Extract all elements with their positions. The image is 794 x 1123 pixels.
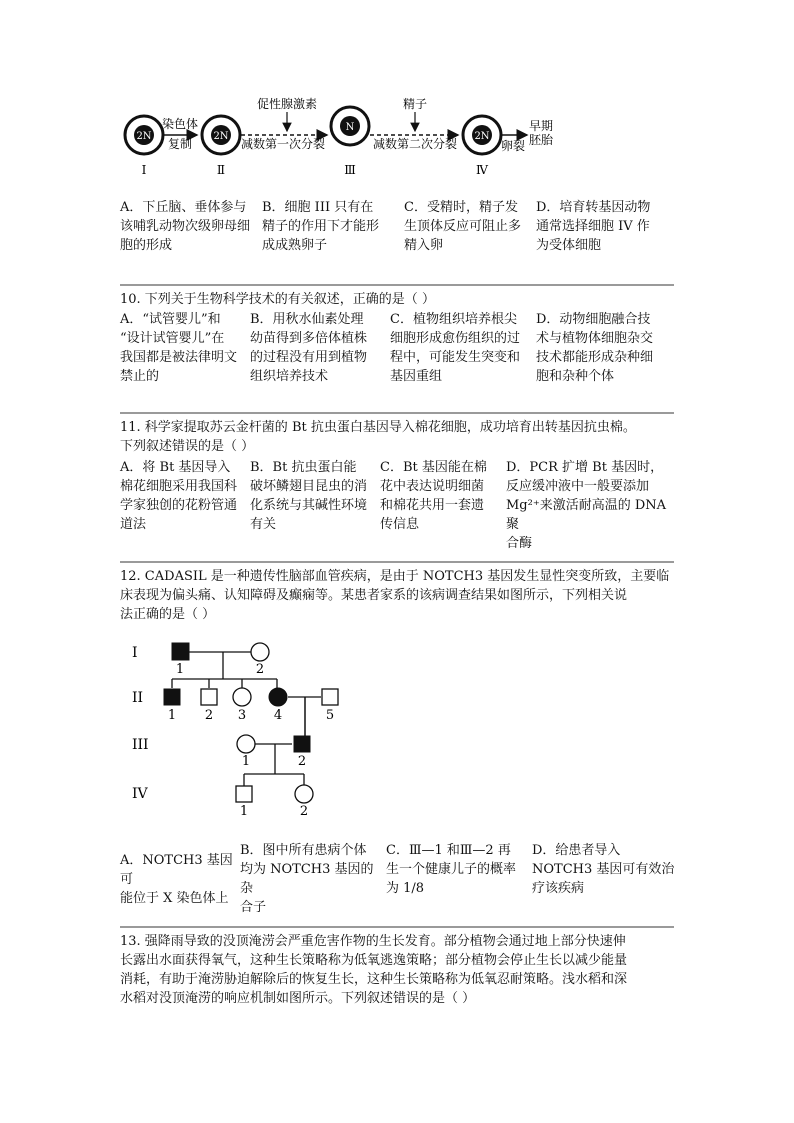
- ii3-female: [233, 688, 251, 706]
- pedigree-chart: [120, 635, 380, 815]
- svg-text:1: 1: [167, 708, 177, 723]
- iii1-female: [237, 735, 255, 753]
- q11-option-b[interactable]: B．Bt 抗虫蛋白能 破坏鳞翅目昆虫的消 化系统与其碱性环境 有关: [250, 460, 368, 532]
- divider: [120, 412, 674, 414]
- cell-4-roman: Ⅳ: [476, 163, 488, 177]
- svg-text:5: 5: [325, 708, 335, 723]
- cell-3: [331, 107, 369, 177]
- cell-2-label: 2N: [213, 131, 229, 142]
- q9-option-b[interactable]: B．细胞 III 只有在 精子的作用下才能形 成成熟卵子: [262, 200, 380, 253]
- end-label-2: 胚胎: [529, 133, 554, 147]
- q11-stem: 11. 科学家提取苏云金杆菌的 Bt 抗虫蛋白基因导入棉花细胞，成功培育出转基因抗虫棉。 下列叙述错误的是（ ）: [120, 420, 636, 454]
- svg-text:2: 2: [297, 754, 307, 769]
- arrow1-top-label: 染色体: [161, 117, 199, 131]
- q10-option-c[interactable]: C．植物组织培养根尖 细胞形成愈伤组织的过 程中，可能发生突变和 基因重组: [390, 312, 521, 384]
- arrow3-bottom-label: 减数第二次分裂: [372, 137, 458, 151]
- cell-2: [202, 116, 240, 177]
- q9-option-a[interactable]: A．下丘脑、垂体参与 该哺乳动物次级卵母细 胞的形成: [120, 200, 251, 253]
- divider: [120, 926, 674, 928]
- q12-stem: 12. CADASIL 是一种遗传性脑部血管疾病，是由于 NOTCH3 基因发生显性突变所致，主要临 床表现为偏头痛、认知障碍及癫痫等。某患者家系的该病调查结果如图所示，下列相关说 法正确的是（ ）: [120, 569, 670, 622]
- ii4-affected-female: [269, 688, 287, 706]
- divider: [120, 561, 674, 563]
- iii2-affected-male: [294, 736, 310, 752]
- ii1-affected-male: [164, 689, 180, 705]
- arrow4-bottom-label: 卵裂: [500, 139, 526, 153]
- cell-3-roman: Ⅲ: [344, 163, 356, 177]
- arrow2-bottom-label: 减数第一次分裂: [240, 137, 326, 151]
- divider: [120, 284, 674, 286]
- svg-text:1: 1: [239, 804, 249, 815]
- cell-2-roman: Ⅱ: [216, 163, 226, 177]
- ii5-male: [322, 689, 338, 705]
- svg-text:1: 1: [175, 662, 185, 677]
- q13-stem: 13. 强降雨导致的没顶淹涝会严重危害作物的生长发育。部分植物会通过地上部分快速伸 长露出水面获得氧气，这种生长策略称为低氧逃逸策略；部分植物会停止生长以减少能量 消耗，有助于淹涝胁迫解除后的恢复生长，这种生长策略称为低氧忍耐策略。浅水稻和深 水稻对没顶淹涝的响应机制如图所示。下列叙述错误的是（ ）: [120, 934, 628, 1006]
- arrow1-bottom-label: 复制: [167, 137, 193, 151]
- svg-text:3: 3: [237, 708, 247, 723]
- q10-option-d[interactable]: D．动物细胞融合技 术与植物体细胞杂交 技术都能形成杂种细 胞和杂种个体: [536, 312, 654, 384]
- cell-4: [463, 116, 501, 177]
- i2-female: [251, 643, 269, 661]
- q12-option-d[interactable]: D．给患者导入 NOTCH3 基因可有效治 疗该疾病: [532, 843, 675, 896]
- svg-text:2: 2: [255, 662, 265, 677]
- q12-option-a[interactable]: A．NOTCH3 基因可 能位于 X 染色体上: [120, 853, 233, 906]
- q10-stem: 10. 下列关于生物科学技术的有关叙述，正确的是（ ）: [120, 292, 435, 307]
- svg-text:1: 1: [241, 754, 251, 769]
- cell-1: [125, 116, 163, 177]
- q12-option-b[interactable]: B．图中所有患病个体 均为 NOTCH3 基因的杂 合子: [240, 843, 374, 915]
- q10-option-a[interactable]: A．“试管婴儿”和 “设计试管婴儿”在 我国都是被法律明文 禁止的: [120, 312, 238, 384]
- cell-3-label: N: [345, 122, 355, 133]
- q9-option-c[interactable]: C．受精时，精子发 生顶体反应可阻止多 精入卵: [404, 200, 522, 253]
- arrow3-top-label: 精子: [402, 97, 428, 111]
- q12-option-c[interactable]: C．Ⅲ—1 和Ⅲ—2 再 生一个健康儿子的概率 为 1/8: [386, 843, 517, 896]
- ii2-male: [201, 689, 217, 705]
- q11-option-a[interactable]: A．将 Bt 基因导入 棉花细胞采用我国科 学家独创的花粉管通 道法: [120, 460, 238, 532]
- q9-option-d[interactable]: D．培育转基因动物 通常选择细胞 IV 作 为受体细胞: [536, 200, 651, 253]
- gen-label-3: III: [132, 737, 149, 753]
- cell-1-label: 2N: [136, 131, 152, 142]
- cell-1-roman: Ⅰ: [141, 163, 147, 177]
- gen-label-4: IV: [132, 786, 148, 802]
- svg-text:4: 4: [273, 708, 283, 723]
- end-label-1: 早期: [529, 119, 554, 133]
- svg-text:2: 2: [299, 804, 309, 815]
- arrow2-top-label: 促性腺激素: [256, 97, 318, 111]
- q11-option-d[interactable]: D．PCR 扩增 Bt 基因时， 反应缓冲液中一般要添加 Mg²⁺来激活耐高温的 DNA 聚 合酶: [506, 460, 667, 551]
- iv2-female: [295, 785, 313, 803]
- svg-text:2: 2: [204, 708, 214, 723]
- cell-4-label: 2N: [474, 131, 490, 142]
- iv1-male: [236, 786, 252, 802]
- oocyte-development-diagram: [115, 92, 565, 182]
- i1-affected-male: [172, 643, 189, 660]
- q11-option-c[interactable]: C．Bt 基因能在棉 花中表达说明细菌 和棉花共用一套遗 传信息: [380, 460, 487, 532]
- gen-label-1: I: [132, 645, 138, 661]
- gen-label-2: II: [132, 690, 144, 706]
- q10-option-b[interactable]: B．用秋水仙素处理 幼苗得到多倍体植株 的过程没有用到植物 组织培养技术: [250, 312, 368, 384]
